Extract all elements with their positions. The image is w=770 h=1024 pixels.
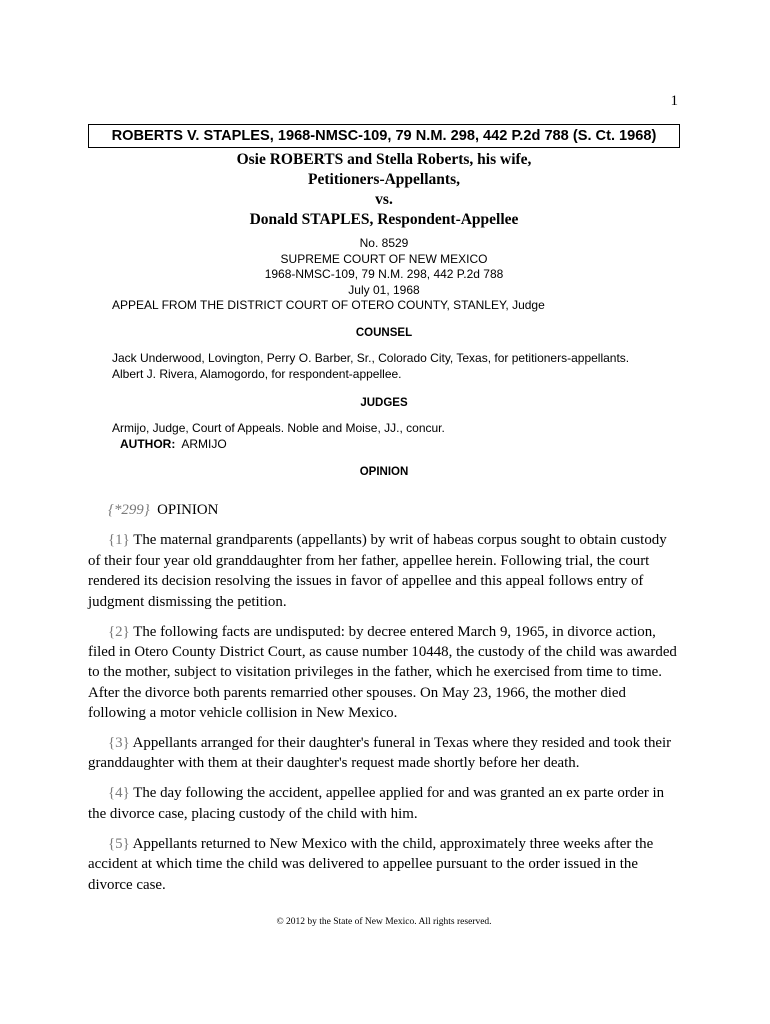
paragraph — [88, 834, 680, 895]
opinion-heading: OPINION — [359, 466, 409, 478]
judges-line: Armijo, Judge, Court of Appeals. Noble and Moise, JJ., concur. — [112, 421, 445, 435]
counsel-text — [112, 351, 629, 382]
paragraph-number: {1} — [108, 532, 130, 549]
opinion-body — [88, 500, 680, 904]
court-name: SUPREME COURT OF NEW MEXICO — [280, 251, 488, 266]
author-name: ARMIJO — [181, 436, 227, 451]
paragraph — [88, 622, 680, 724]
paragraph-number: {3} — [108, 735, 130, 752]
party-line: Petitioners-Appellants, — [308, 171, 460, 188]
counsel-line: Albert J. Rivera, Alamogordo, for respondent-appellee. — [112, 366, 402, 381]
paragraph — [88, 733, 680, 774]
case-title: ROBERTS V. STAPLES, 1968-NMSC-109, 79 N.M. 298, 442 P.2d 788 (S. Ct. 1968) — [88, 124, 680, 148]
party-line: vs. — [375, 191, 393, 208]
paragraph-text: Appellants arranged for their daughter's funeral in Texas where they resided and took their granddaughter with them at their daughter's request made shortly before her death. — [88, 735, 672, 772]
author-label: AUTHOR: — [120, 436, 176, 451]
opinion-label: OPINION — [157, 502, 219, 518]
page-number: 1 — [670, 93, 678, 109]
copyright-footer: © 2012 by the State of New Mexico. All rights reserved. — [276, 917, 492, 927]
counsel-heading: COUNSEL — [355, 327, 413, 339]
appeal-line: APPEAL FROM THE DISTRICT COURT OF OTERO COUNTY, STANLEY, Judge — [112, 298, 545, 312]
paragraph-text: The following facts are undisputed: by decree entered March 9, 1965, in divorce action, filed in Otero County District Court, as cause number 10448, the custody of the child was awarded to the mother, subject to visitation privileges in the father, which he exercised from time to time. After the divorce both parents remarried other spouses. On May 23, 1966, the mother died following a motor vehicle collision in New Mexico. — [88, 623, 677, 722]
citation: 1968-NMSC-109, 79 N.M. 298, 442 P.2d 788 — [264, 267, 504, 281]
paragraph-text: The maternal grandparents (appellants) by writ of habeas corpus sought to obtain custody of their four year old granddaughter from her father, appellee herein. Following trial, the court rendered its decision resolving the issues in favor of appellee and this appeal follows entry of judgment dismissing the petition. — [88, 532, 667, 610]
decision-date: July 01, 1968 — [348, 282, 420, 297]
docket-number: No. 8529 — [359, 236, 409, 250]
paragraph-text: Appellants returned to New Mexico with the child, approximately three weeks after the accident at which time the child was delivered to appellee pursuant to the order issued in the divorce case. — [88, 835, 654, 893]
opinion-label-line — [88, 500, 680, 520]
paragraph-number: {5} — [108, 835, 130, 852]
judges-text — [112, 421, 445, 452]
counsel-line: Jack Underwood, Lovington, Perry O. Barber, Sr., Colorado City, Texas, for petitioners-appellants. — [112, 351, 630, 365]
page-marker: {*299} — [108, 502, 150, 518]
paragraph-number: {2} — [108, 623, 130, 640]
party-line: Donald STAPLES, Respondent-Appellee — [249, 211, 519, 228]
paragraph — [88, 783, 680, 824]
party-line: Osie ROBERTS and Stella Roberts, his wife, — [236, 151, 532, 168]
paragraph-number: {4} — [108, 785, 130, 802]
parties-block — [88, 150, 680, 230]
judges-heading: JUDGES — [360, 397, 408, 409]
paragraph — [88, 530, 680, 612]
paragraph-text: The day following the accident, appellee applied for and was granted an ex parte order in the divorce case, placing custody of the child with him. — [88, 785, 665, 822]
case-info — [88, 236, 680, 298]
author-line — [112, 437, 445, 453]
